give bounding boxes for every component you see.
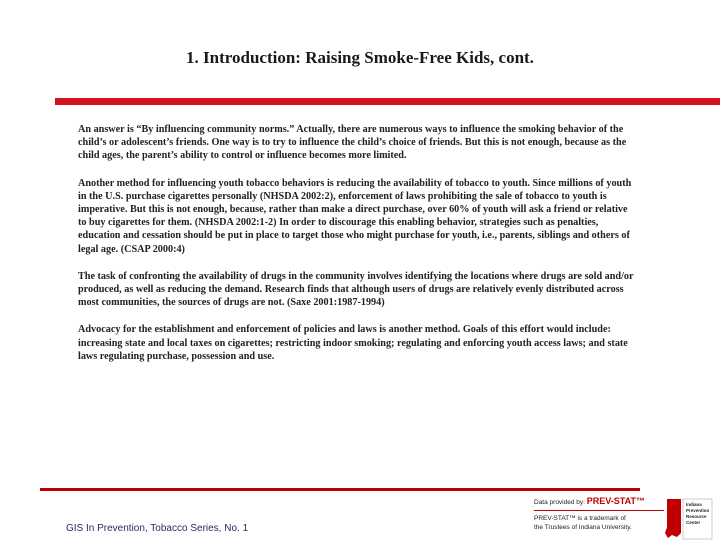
data-credit [534,497,664,532]
logo-label-line: Center [686,520,701,525]
footer-series-label: GIS In Prevention, Tobacco Series, No. 1 [66,523,249,534]
paragraph-community-norms: An answer is “By influencing community norms.” Actually, there are numerous ways to influence the smoking behavior of the child’s or adolescent’s friends. One way is to try to influence the child’s choice of friends. But this is not enough, because as the child ages, the parent’s ability to control or influence becomes more limited. [78,124,627,162]
credit-provided-by: Data provided by: [534,499,585,506]
credit-trademark-line-2: the Trustees of Indiana University. [534,524,632,531]
logo-label-line: Prevention [686,508,710,513]
credit-trademark-line-1: PREV-STAT™ is a trademark of [534,515,626,522]
credit-rule [534,510,664,511]
logo-label-line: Indiana [686,502,702,507]
paragraph-advocacy: Advocacy for the establishment and enforcement of policies and laws is another method. Goals of this effort would include: increasing state and local taxes on cigarettes; restricting indoor smoking; regulating and enforcing youth access laws; and state laws regulating purchase, possession and use. [78,324,628,362]
slide-title: 1. Introduction: Raising Smoke-Free Kids, cont. [186,48,534,67]
paragraph-drug-sources: The task of confronting the availability of drugs in the community involves identifying the locations where drugs are sold and/or produced, as well as reducing the demand. Research finds that although users of drugs are relatively evenly distributed across most communities, the sources of drugs are not. (Saxe 2001:1987-1994) [78,270,634,309]
logo-label [686,502,716,526]
paragraph-availability: Another method for influencing youth tobacco behaviors is reducing the availability of tobacco to youth. Since millions of youth in the U.S. purchase cigarettes personally (NHSDA 2002:2), enforcement of laws prohibiting the sale of tobacco to youth is imperative. But this is not enough, because, rather than make a direct purchase, over 60% of youth will ask a friend or relative to buy cigarettes for them. (NHSDA 2002:1-2) In order to discourage this enabling behavior, strategies such as penalties, education and cessation should be put in place to target those who might purchase for youth, i.e., parents, siblings and others of legal age. (CSAP 2000:4) [78,177,632,255]
credit-brand: PREV-STAT™ [586,496,645,506]
logo-label-line: Resource [686,514,707,519]
slide-body [78,123,638,377]
footer-divider-bar [40,488,640,491]
title-divider-bar [55,98,720,105]
